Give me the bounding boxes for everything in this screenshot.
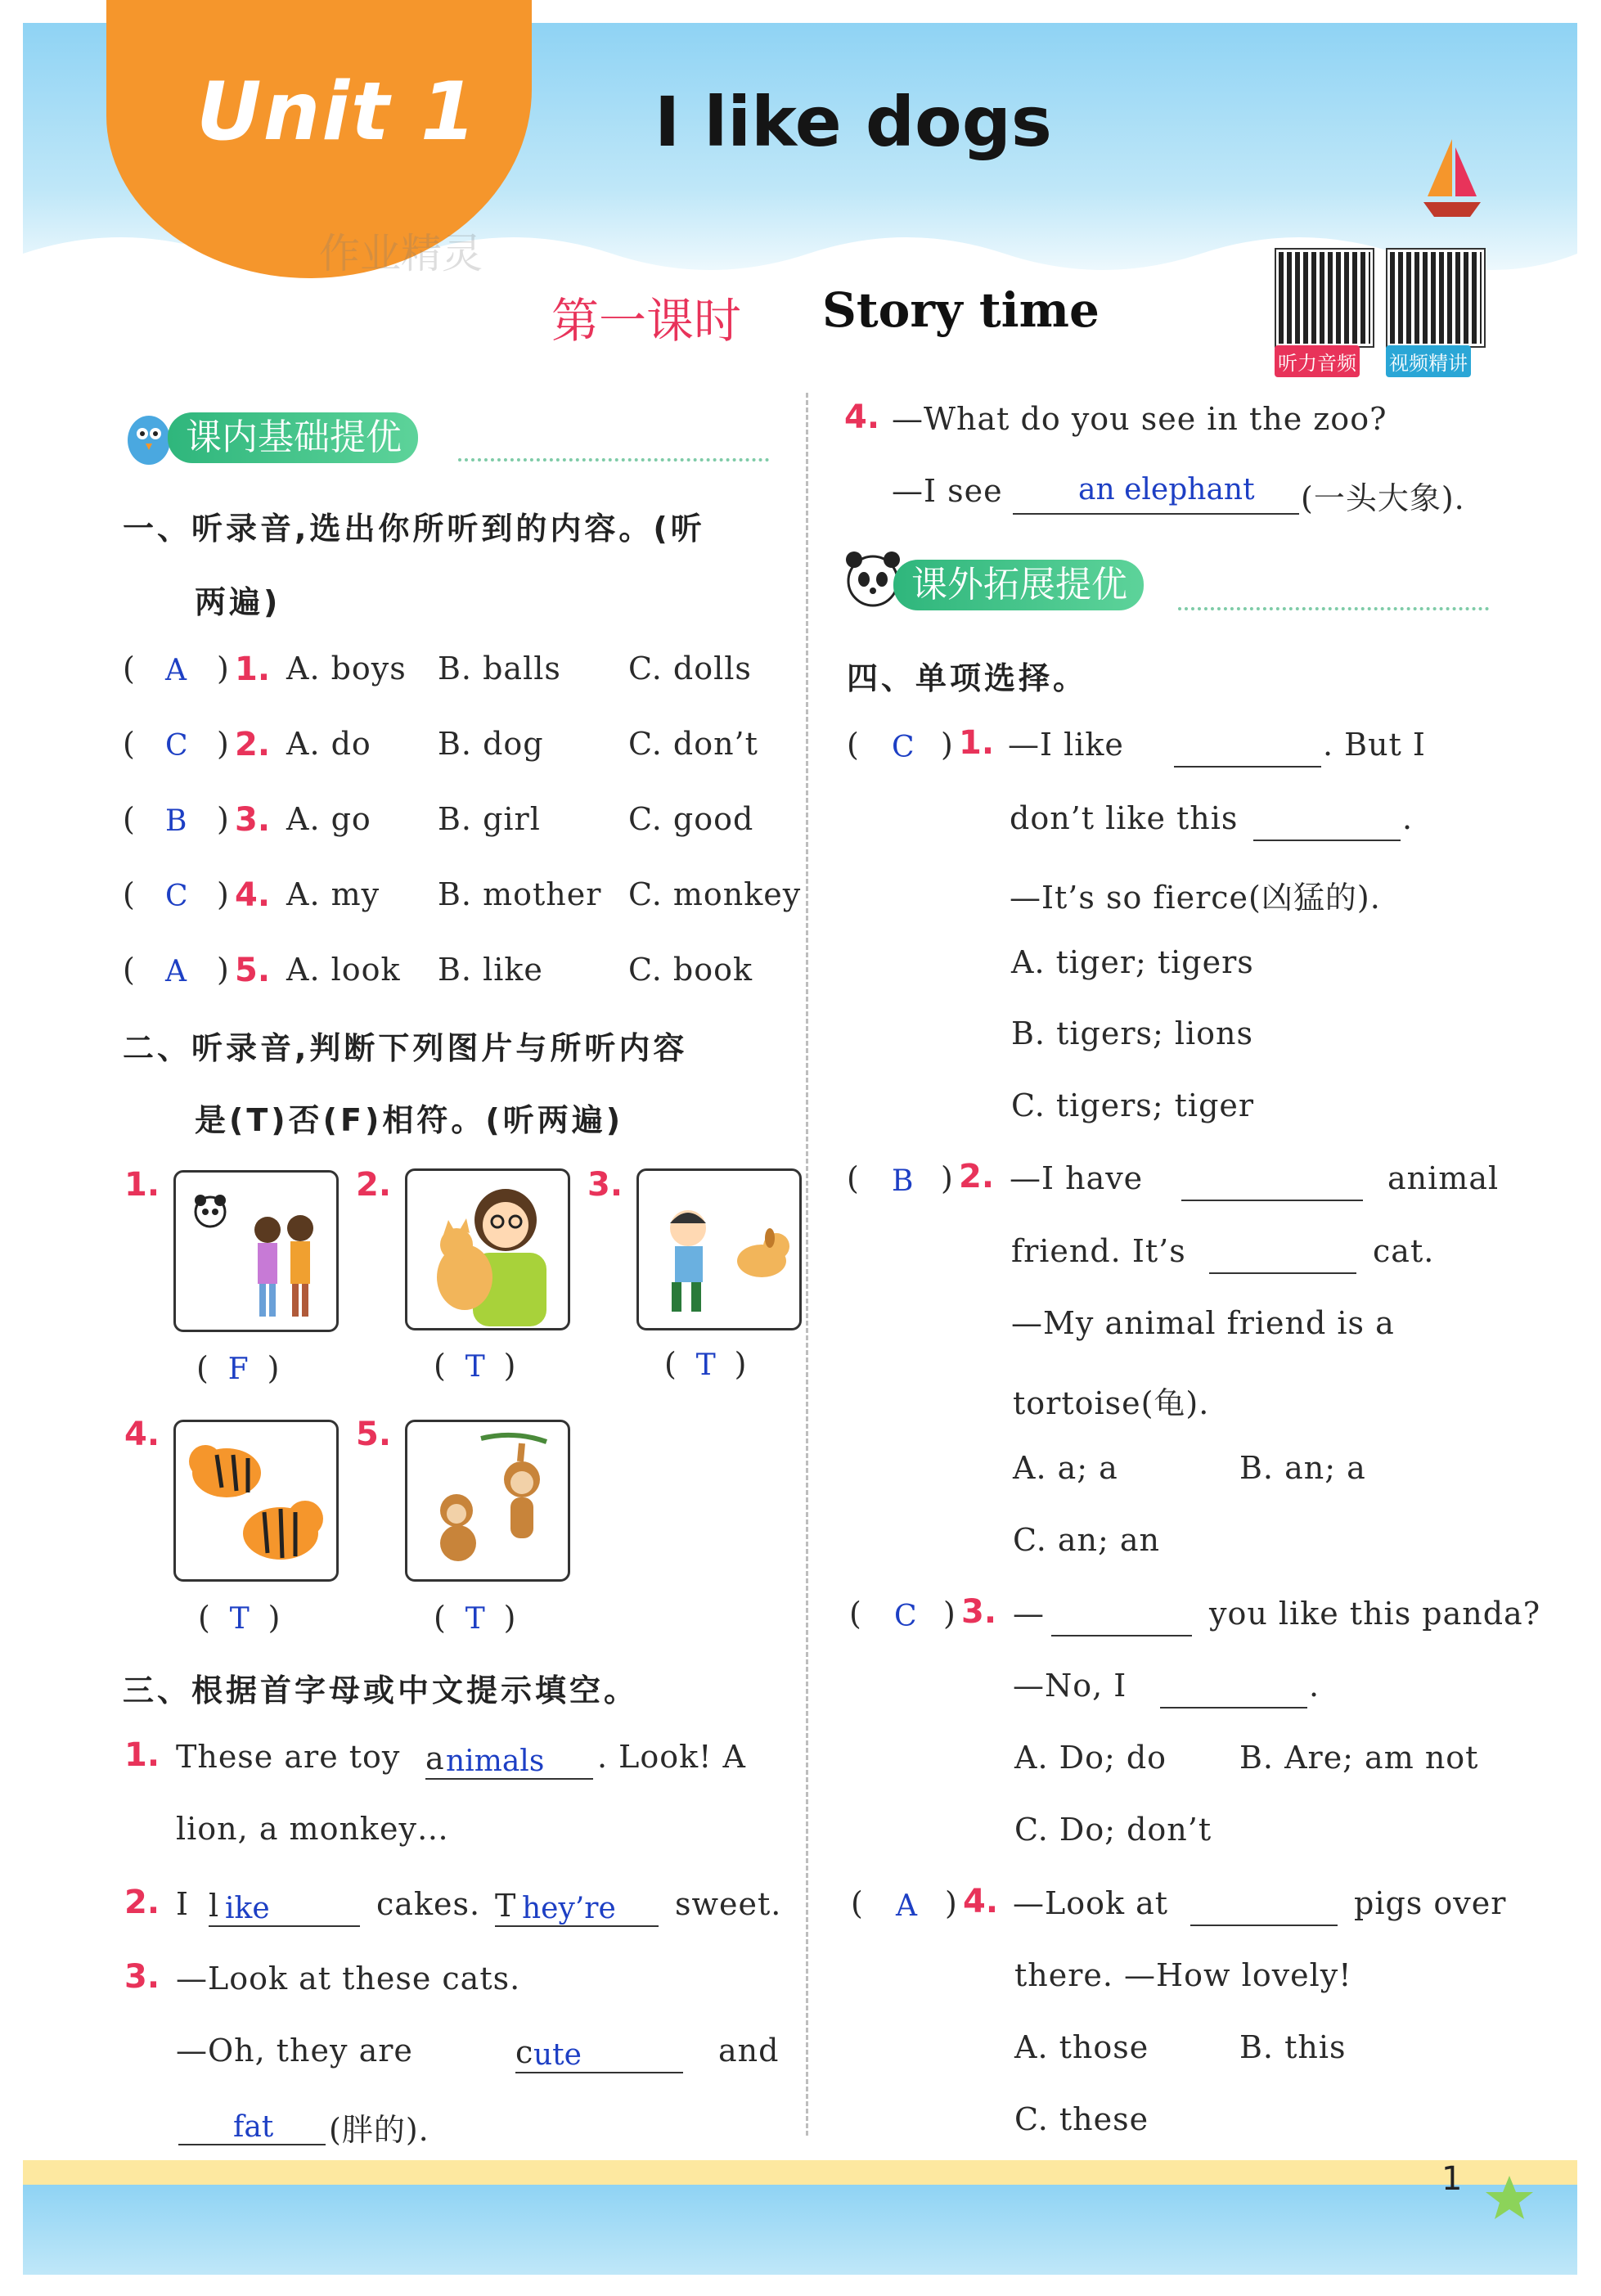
q-text: friend. It’s — [1011, 1233, 1186, 1269]
answer: B — [892, 1164, 914, 1198]
q-text: —I like — [1008, 727, 1124, 763]
q-text: —I have — [1010, 1160, 1144, 1196]
answer: nimals — [446, 1745, 545, 1778]
dotted-rule — [1178, 607, 1489, 610]
q-text: —It’s so fierce(凶猛的). — [1010, 880, 1381, 916]
column-divider — [806, 393, 808, 2136]
part4-heading: 四、单项选择。 — [847, 660, 1088, 696]
answer: an elephant — [1078, 473, 1255, 506]
option[interactable]: B. tigers; lions — [1011, 1015, 1254, 1051]
picture-tigers — [173, 1420, 339, 1582]
part1-heading: 一、听录音,选出你所听到的内容。(听 — [123, 511, 705, 547]
q-text: you like this panda? — [1209, 1596, 1541, 1632]
q-text: pigs over — [1354, 1885, 1507, 1921]
q-text: tortoise(龟). — [1013, 1385, 1210, 1421]
qr-label-audio: 听力音频 — [1275, 345, 1360, 377]
fill-blank[interactable] — [1209, 1233, 1356, 1274]
pic-number: 4. — [124, 1416, 160, 1453]
picture-panda-girls — [173, 1170, 339, 1332]
pic-answer-3: ( T ) — [664, 1346, 748, 1382]
answer: A — [165, 955, 187, 988]
pic-answer-2: ( T ) — [434, 1348, 517, 1384]
pic-answer-5: ( T ) — [434, 1600, 517, 1636]
q-number: 3. — [961, 1593, 997, 1631]
option[interactable]: C. Do; don’t — [1014, 1812, 1212, 1848]
q-text: (一头大象). — [1301, 480, 1465, 516]
picture-monkeys — [405, 1420, 570, 1582]
q-number: 2. — [124, 1884, 160, 1921]
dotted-rule — [458, 458, 769, 461]
section-banner-extended: 课外拓展提优 — [893, 560, 1144, 610]
q-text: there. —How lovely! — [1014, 1957, 1352, 1993]
given-letter: T — [495, 1888, 517, 1924]
answer: C — [894, 1600, 917, 1633]
section-banner-basic: 课内基础提优 — [168, 412, 418, 463]
answer: C — [165, 729, 188, 763]
option[interactable]: C. these — [1014, 2101, 1149, 2137]
q-text: lion, a monkey… — [176, 1811, 449, 1847]
q-text: I — [176, 1886, 190, 1922]
q-text: animal — [1387, 1160, 1500, 1196]
qr-code-video[interactable] — [1387, 250, 1484, 346]
q-number: 2. — [959, 1158, 995, 1195]
fill-blank[interactable] — [1160, 1668, 1307, 1708]
page-title: I like dogs — [654, 82, 1052, 162]
answer: hey’re — [522, 1892, 616, 1925]
pic-answer-4: ( T ) — [198, 1600, 281, 1636]
q-text: . But I — [1323, 727, 1426, 763]
part2-heading: 二、听录音,判断下列图片与所听内容 — [123, 1030, 688, 1066]
q-text: —Look at these cats. — [176, 1961, 521, 1997]
q-text: —What do you see in the zoo? — [892, 401, 1387, 437]
q-text: sweet. — [675, 1886, 782, 1922]
answer: A — [896, 1889, 917, 1923]
option[interactable]: A. tiger; tigers — [1011, 944, 1254, 980]
q-text: and — [718, 2033, 780, 2069]
answer: fat — [233, 2110, 274, 2144]
unit-title: Unit 1 — [196, 65, 479, 159]
answer: C — [165, 880, 188, 913]
sailboat-icon — [1419, 135, 1485, 225]
pic-number: 1. — [124, 1166, 160, 1204]
q-number: 1. — [959, 724, 995, 762]
star-icon — [1481, 2172, 1538, 2222]
picture-boy-dog — [636, 1168, 802, 1330]
answer: A — [165, 654, 187, 687]
q-text: . Look! A — [597, 1739, 746, 1775]
part1-heading-cont: 两遍) — [195, 584, 281, 620]
fill-blank[interactable] — [1190, 1885, 1338, 1926]
lesson-title-cn: 第一课时 — [551, 293, 742, 349]
lesson-title-en: Story time — [822, 282, 1100, 338]
q-text: cat. — [1373, 1233, 1435, 1269]
option[interactable]: B. this — [1239, 2029, 1347, 2065]
q-text: These are toy — [176, 1739, 401, 1775]
part3-heading: 三、根据首字母或中文提示填空。 — [123, 1672, 639, 1708]
part2-heading-cont: 是(T)否(F)相符。(听两遍) — [195, 1102, 624, 1138]
option[interactable]: C. tigers; tiger — [1011, 1087, 1255, 1123]
pic-number: 3. — [587, 1166, 623, 1204]
pic-number: 2. — [356, 1166, 392, 1204]
q-text: —No, I — [1013, 1668, 1127, 1704]
option[interactable]: A. those — [1014, 2029, 1149, 2065]
answer: B — [165, 804, 187, 838]
fill-blank[interactable] — [1051, 1596, 1192, 1636]
q-text: —Look at — [1013, 1885, 1169, 1921]
given-letter: l — [209, 1888, 220, 1924]
option[interactable]: B. an; a — [1239, 1450, 1366, 1486]
picture-woman-cat — [405, 1168, 570, 1330]
q-text: —I see — [892, 473, 1003, 509]
pic-answer-1: ( F ) — [196, 1350, 281, 1386]
footer-band — [23, 2160, 1577, 2275]
answer: ike — [225, 1892, 270, 1925]
watermark: 作业精灵 — [319, 230, 483, 277]
given-letter: c — [515, 2034, 534, 2070]
q-text: don’t like this — [1010, 800, 1239, 836]
page-number: 1 — [1441, 2160, 1463, 2198]
option[interactable]: A. a; a — [1013, 1450, 1118, 1486]
answer: ute — [533, 2038, 582, 2072]
q-text: —Oh, they are — [176, 2033, 413, 2069]
fill-blank[interactable] — [1174, 727, 1321, 768]
q-text: — — [1013, 1596, 1045, 1632]
q-text: (胖的). — [329, 2112, 429, 2148]
fill-blank[interactable] — [1181, 1160, 1363, 1201]
option[interactable]: B. Are; am not — [1239, 1740, 1479, 1776]
q-number: 3. — [124, 1958, 160, 1996]
fill-blank[interactable] — [1253, 800, 1401, 841]
qr-label-video: 视频精讲 — [1386, 345, 1471, 377]
pic-number: 5. — [356, 1416, 392, 1453]
q-number: 4. — [844, 398, 880, 436]
qr-code-audio[interactable] — [1276, 250, 1373, 346]
option[interactable]: C. an; an — [1013, 1522, 1161, 1558]
q-text: —My animal friend is a — [1011, 1305, 1395, 1341]
q-text: cakes. — [376, 1886, 481, 1922]
answer: C — [892, 731, 915, 764]
given-letter: a — [425, 1740, 445, 1776]
q-number: 4. — [963, 1883, 999, 1920]
option[interactable]: A. Do; do — [1014, 1740, 1167, 1776]
q-number: 1. — [124, 1736, 160, 1774]
